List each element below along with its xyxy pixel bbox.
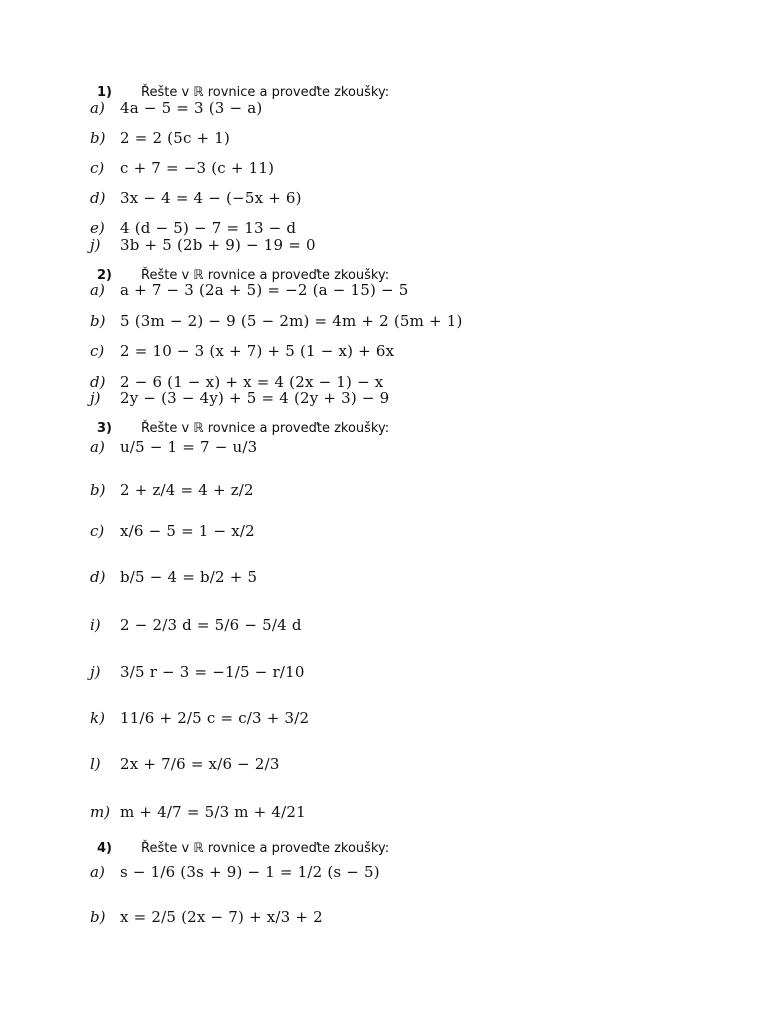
equation-row [90, 908, 323, 926]
equation-label: k) [90, 709, 105, 727]
equation: 2 = 2 (5c + 1) [120, 129, 231, 147]
equation-row [90, 755, 280, 773]
section-2-number: 2) [97, 268, 112, 283]
equation-label: a) [90, 99, 105, 117]
equation-label: j) [90, 236, 101, 254]
equation-label: a) [90, 863, 105, 881]
section-4-heading [91, 841, 389, 857]
equation: c + 7 = −3 (c + 11) [120, 159, 275, 177]
equation-label: b) [90, 129, 106, 147]
section-4-title: Řešte v ℝ rovnice a proveďte zkoušky: [141, 841, 390, 856]
equation-label: b) [90, 312, 106, 330]
equation-row [90, 236, 316, 254]
equation-row [90, 438, 257, 456]
equation: 2 + z/4 = 4 + z/2 [120, 481, 254, 499]
equation-label: c) [90, 159, 105, 177]
equation: x/6 − 5 = 1 − x/2 [120, 522, 255, 540]
equation-row [90, 522, 255, 540]
equation: 2x + 7/6 = x/6 − 2/3 [120, 755, 280, 773]
equation-label: d) [90, 189, 106, 207]
equation-row [90, 219, 296, 237]
equation: 3/5 r − 3 = −1/5 − r/10 [120, 663, 305, 681]
equation-label: a) [90, 281, 105, 299]
section-3-title: Řešte v ℝ rovnice a proveďte zkoušky: [141, 421, 390, 436]
equation: 4 (d − 5) − 7 = 13 − d [120, 219, 297, 237]
equation: 2 − 6 (1 − x) + x = 4 (2x − 1) − x [120, 373, 384, 391]
equation: 5 (3m − 2) − 9 (5 − 2m) = 4m + 2 (5m + 1) [120, 312, 463, 330]
equation-label: l) [90, 755, 101, 773]
equation-label: c) [90, 522, 105, 540]
section-2-title: Řešte v ℝ rovnice a proveďte zkoušky: [141, 268, 390, 283]
section-3-number: 3) [97, 421, 112, 436]
equation-label: i) [90, 616, 101, 634]
equation-row [90, 99, 262, 117]
equation-label: m) [90, 803, 111, 821]
equation-label: c) [90, 342, 105, 360]
equation-label: b) [90, 908, 106, 926]
equation-label: j) [90, 389, 101, 407]
equation: 2 − 2/3 d = 5/6 − 5/4 d [120, 616, 302, 634]
section-3-heading [91, 421, 389, 437]
equation-row [90, 616, 302, 634]
equation-row [90, 663, 305, 681]
equation-row [90, 803, 306, 821]
equation-row [90, 342, 394, 360]
equation: s − 1/6 (3s + 9) − 1 = 1/2 (s − 5) [120, 863, 380, 881]
equation: 3b + 5 (2b + 9) − 19 = 0 [120, 236, 316, 254]
equation-row [90, 709, 309, 727]
equation: 11/6 + 2/5 c = c/3 + 3/2 [120, 709, 310, 727]
equation: a + 7 − 3 (2a + 5) = −2 (a − 15) − 5 [120, 281, 409, 299]
equation-label: a) [90, 438, 105, 456]
section-1-number: 1) [97, 85, 112, 100]
equation-row [90, 312, 463, 330]
equation-row [90, 863, 380, 881]
equation: 2y − (3 − 4y) + 5 = 4 (2y + 3) − 9 [120, 389, 390, 407]
equation-label: d) [90, 568, 106, 586]
equation: m + 4/7 = 5/3 m + 4/21 [120, 803, 306, 821]
equation-label: e) [90, 219, 105, 237]
equation: 4a − 5 = 3 (3 − a) [120, 99, 263, 117]
equation-row [90, 129, 230, 147]
equation-row [90, 389, 389, 407]
equation: 2 = 10 − 3 (x + 7) + 5 (1 − x) + 6x [120, 342, 395, 360]
equation: u/5 − 1 = 7 − u/3 [120, 438, 258, 456]
section-1-title: Řešte v ℝ rovnice a proveďte zkoušky: [141, 85, 390, 100]
equation-label: j) [90, 663, 101, 681]
section-4-number: 4) [97, 841, 112, 856]
equation-row [90, 481, 254, 499]
equation: b/5 − 4 = b/2 + 5 [120, 568, 258, 586]
equation-label: d) [90, 373, 106, 391]
equation: 3x − 4 = 4 − (−5x + 6) [120, 189, 302, 207]
equation-row [90, 159, 274, 177]
equation-row [90, 189, 302, 207]
equation-label: b) [90, 481, 106, 499]
equation: x = 2/5 (2x − 7) + x/3 + 2 [120, 908, 323, 926]
equation-row [90, 281, 409, 299]
equation-row [90, 568, 257, 586]
